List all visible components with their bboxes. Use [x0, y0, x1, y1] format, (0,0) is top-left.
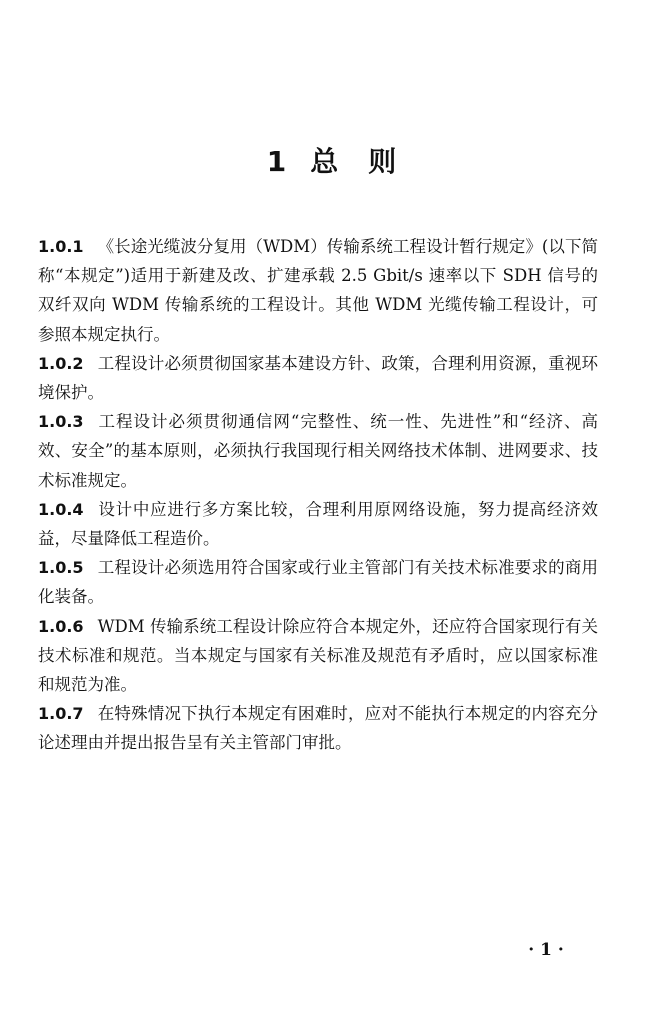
clause-text: 工程设计必须贯彻通信网“完整性、统一性、先进性”和“经济、高效、安全”的基本原则，必须执行我国现行相关网络技术体制、进网要求、技术标准规定。	[38, 412, 598, 490]
clause-number: 1.0.3	[38, 412, 84, 432]
clause-1-0-7	[38, 699, 598, 757]
chapter-title-word-1: 总	[310, 145, 341, 178]
clause-number: 1.0.5	[38, 558, 84, 578]
clause-1-0-3	[38, 407, 598, 495]
clause-1-0-1	[38, 232, 598, 349]
clause-1-0-4	[38, 495, 598, 553]
chapter-title-word-2: 则	[368, 145, 399, 178]
clause-list	[38, 232, 598, 758]
page-number: · 1 ·	[528, 940, 564, 960]
clause-text: 《长途光缆波分复用（WDM）传输系统工程设计暂行规定》(以下简称“本规定”)适用于新建及改、扩建承载 2.5 Gbit/s 速率以下 SDH 信号的双纤双向 WDM 传输系统的工程设计。其他 WDM 光缆传输工程设计，可参照本规定执行。	[38, 237, 598, 344]
clause-number: 1.0.2	[38, 353, 84, 373]
clause-text: 工程设计必须选用符合国家或行业主管部门有关技术标准要求的商用化装备。	[38, 558, 598, 607]
chapter-number: 1	[266, 145, 289, 178]
clause-1-0-2	[38, 349, 598, 407]
clause-1-0-6	[38, 612, 598, 700]
clause-number: 1.0.6	[38, 616, 84, 636]
clause-text: WDM 传输系统工程设计除应符合本规定外，还应符合国家现行有关技术标准和规范。当本规定与国家有关标准及规范有矛盾时，应以国家标准和规范为准。	[38, 616, 598, 695]
clause-text: 设计中应进行多方案比较，合理利用原网络设施，努力提高经济效益，尽量降低工程造价。	[38, 499, 598, 549]
clause-number: 1.0.1	[38, 237, 84, 256]
clause-number: 1.0.4	[38, 499, 84, 519]
clause-text: 在特殊情况下执行本规定有困难时，应对不能执行本规定的内容充分论述理由并提出报告呈有关主管部门审批。	[38, 704, 598, 753]
clause-1-0-5	[38, 553, 598, 611]
chapter-title	[0, 140, 665, 180]
clause-number: 1.0.7	[38, 704, 84, 724]
clause-text: 工程设计必须贯彻国家基本建设方针、政策，合理利用资源，重视环境保护。	[38, 353, 598, 403]
